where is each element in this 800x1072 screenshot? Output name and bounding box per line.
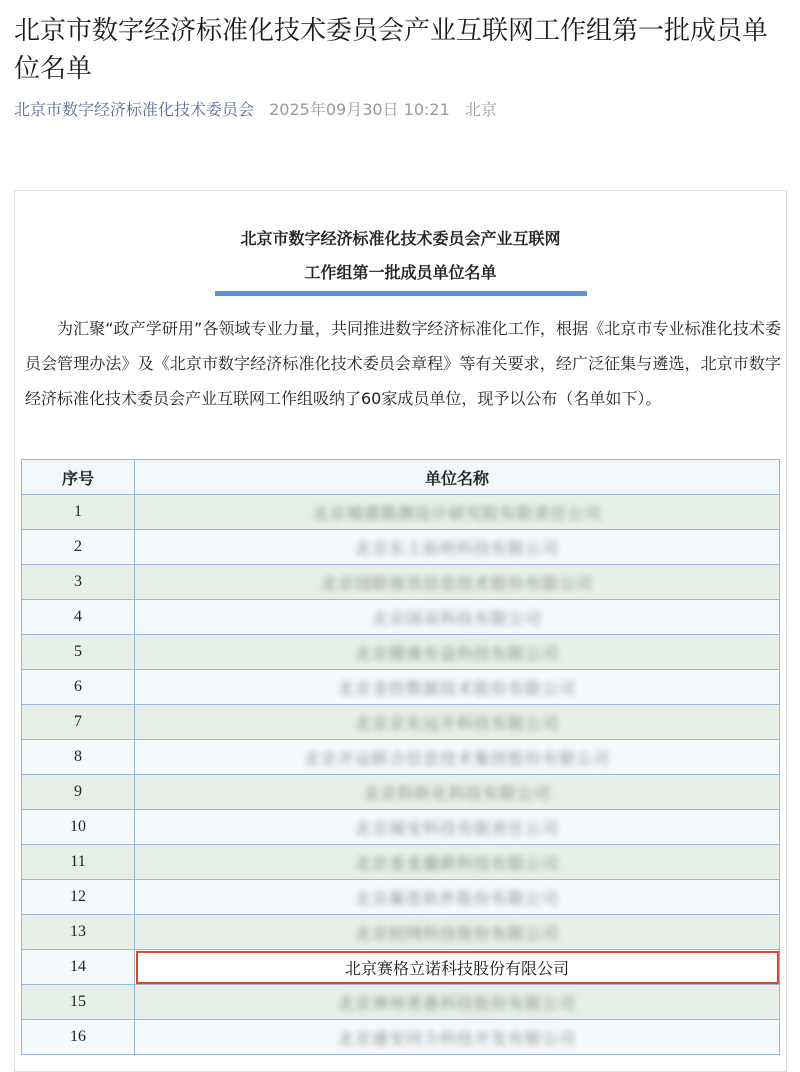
table-row xyxy=(22,670,780,705)
table-row xyxy=(22,600,780,635)
table-row xyxy=(22,775,780,810)
table-row xyxy=(22,845,780,880)
row-index: 8 xyxy=(22,740,135,775)
table-row xyxy=(22,985,780,1020)
row-index: 15 xyxy=(22,985,135,1020)
row-unit-name-redacted xyxy=(135,565,780,600)
table-row xyxy=(22,1020,780,1055)
blurred-unit-name: 北京瑞安科技有限责任公司 xyxy=(354,818,559,838)
member-table-body xyxy=(22,495,780,1055)
table-row xyxy=(22,950,780,985)
header-index: 序号 xyxy=(22,460,135,495)
article-date: 2025年09月30日 10:21 xyxy=(269,100,450,119)
blurred-unit-name: 北京科转化科技有限公司 xyxy=(363,783,551,803)
article-title: 北京市数字经济标准化技术委员会产业互联网工作组第一批成员单位名单 xyxy=(14,16,769,84)
table-row xyxy=(22,740,780,775)
row-unit-name-redacted xyxy=(135,775,780,810)
title-underline-bar xyxy=(215,291,587,296)
blurred-unit-name: 北京东土拓明科技有限公司 xyxy=(354,538,559,558)
article-location: 北京 xyxy=(464,100,497,119)
table-header-row xyxy=(22,460,780,495)
table-row xyxy=(22,635,780,670)
intro-paragraph: 为汇聚“政产学研用”各领域专业力量，共同推进数字经济标准化工作，根据《北京市专业标准化技术委员会管理办法》及《北京市数字经济标准化技术委员会章程》等有关要求，经广泛征集与遴选，北京市数字经济标准化技术委员会产业互联网工作组吸纳了60家成员单位，现予以公布（名单如下）。 xyxy=(25,319,781,408)
row-index: 7 xyxy=(22,705,135,740)
blurred-unit-name: 北京麦麦趣耕科技有限公司 xyxy=(354,853,559,873)
blurred-unit-name: 北京盛安同力科技开发有限公司 xyxy=(337,1028,576,1048)
table-row xyxy=(22,565,780,600)
row-index: 5 xyxy=(22,635,135,670)
row-unit-name-redacted xyxy=(135,880,780,915)
row-index: 6 xyxy=(22,670,135,705)
row-unit-name-redacted xyxy=(135,635,780,670)
row-index: 9 xyxy=(22,775,135,810)
blurred-unit-name: 北京开运联合信息技术集团股份有限公司 xyxy=(303,748,610,768)
row-unit-name-redacted xyxy=(135,985,780,1020)
row-index: 11 xyxy=(22,845,135,880)
row-index: 3 xyxy=(22,565,135,600)
blurred-unit-name: 北京凝思软件股份有限公司 xyxy=(354,888,559,908)
row-index: 4 xyxy=(22,600,135,635)
table-row xyxy=(22,915,780,950)
announcement-card xyxy=(14,190,787,1072)
row-unit-name-redacted xyxy=(135,600,780,635)
row-unit-name-redacted xyxy=(135,530,780,565)
card-title-line2: 工作组第一批成员单位名单 xyxy=(304,263,497,282)
row-unit-name-redacted xyxy=(135,810,780,845)
row-unit-name-redacted xyxy=(135,915,780,950)
row-unit-name-redacted xyxy=(135,670,780,705)
blurred-unit-name: 北京国双科技有限公司 xyxy=(371,608,542,628)
row-unit-name-redacted xyxy=(135,1020,780,1055)
blurred-unit-name: 北京城建勘测设计研究院有限责任公司 xyxy=(312,503,602,523)
row-index: 2 xyxy=(22,530,135,565)
row-unit-name-redacted xyxy=(135,740,780,775)
article-source-link[interactable]: 北京市数字经济标准化技术委员会 xyxy=(14,100,255,119)
row-index: 10 xyxy=(22,810,135,845)
blurred-unit-name: 北京健康有益科技有限公司 xyxy=(354,643,559,663)
table-row xyxy=(22,495,780,530)
table-row xyxy=(22,810,780,845)
row-index: 14 xyxy=(22,950,135,985)
blurred-unit-name: 北京神州普惠科技股份有限公司 xyxy=(337,993,576,1013)
table-row xyxy=(22,530,780,565)
table-row xyxy=(22,705,780,740)
header-unit-name: 单位名称 xyxy=(135,460,780,495)
row-unit-name-redacted xyxy=(135,705,780,740)
row-unit-name-redacted xyxy=(135,495,780,530)
blurred-unit-name: 北京轻网科技股份有限公司 xyxy=(354,923,559,943)
article-meta xyxy=(14,96,497,124)
blurred-unit-name: 北京国联视讯信息技术股份有限公司 xyxy=(320,573,593,593)
blurred-unit-name: 北京金控数据技术股份有限公司 xyxy=(337,678,576,698)
card-title-line1: 北京市数字经济标准化技术委员会产业互联网 xyxy=(240,229,561,248)
member-table xyxy=(21,459,780,1055)
row-index: 12 xyxy=(22,880,135,915)
table-row xyxy=(22,880,780,915)
row-index: 1 xyxy=(22,495,135,530)
row-index: 13 xyxy=(22,915,135,950)
row-unit-name-highlighted: 北京赛格立诺科技股份有限公司 xyxy=(135,950,780,985)
row-unit-name-redacted xyxy=(135,845,780,880)
row-index: 16 xyxy=(22,1020,135,1055)
blurred-unit-name: 北京京东远升科技有限公司 xyxy=(354,713,559,733)
